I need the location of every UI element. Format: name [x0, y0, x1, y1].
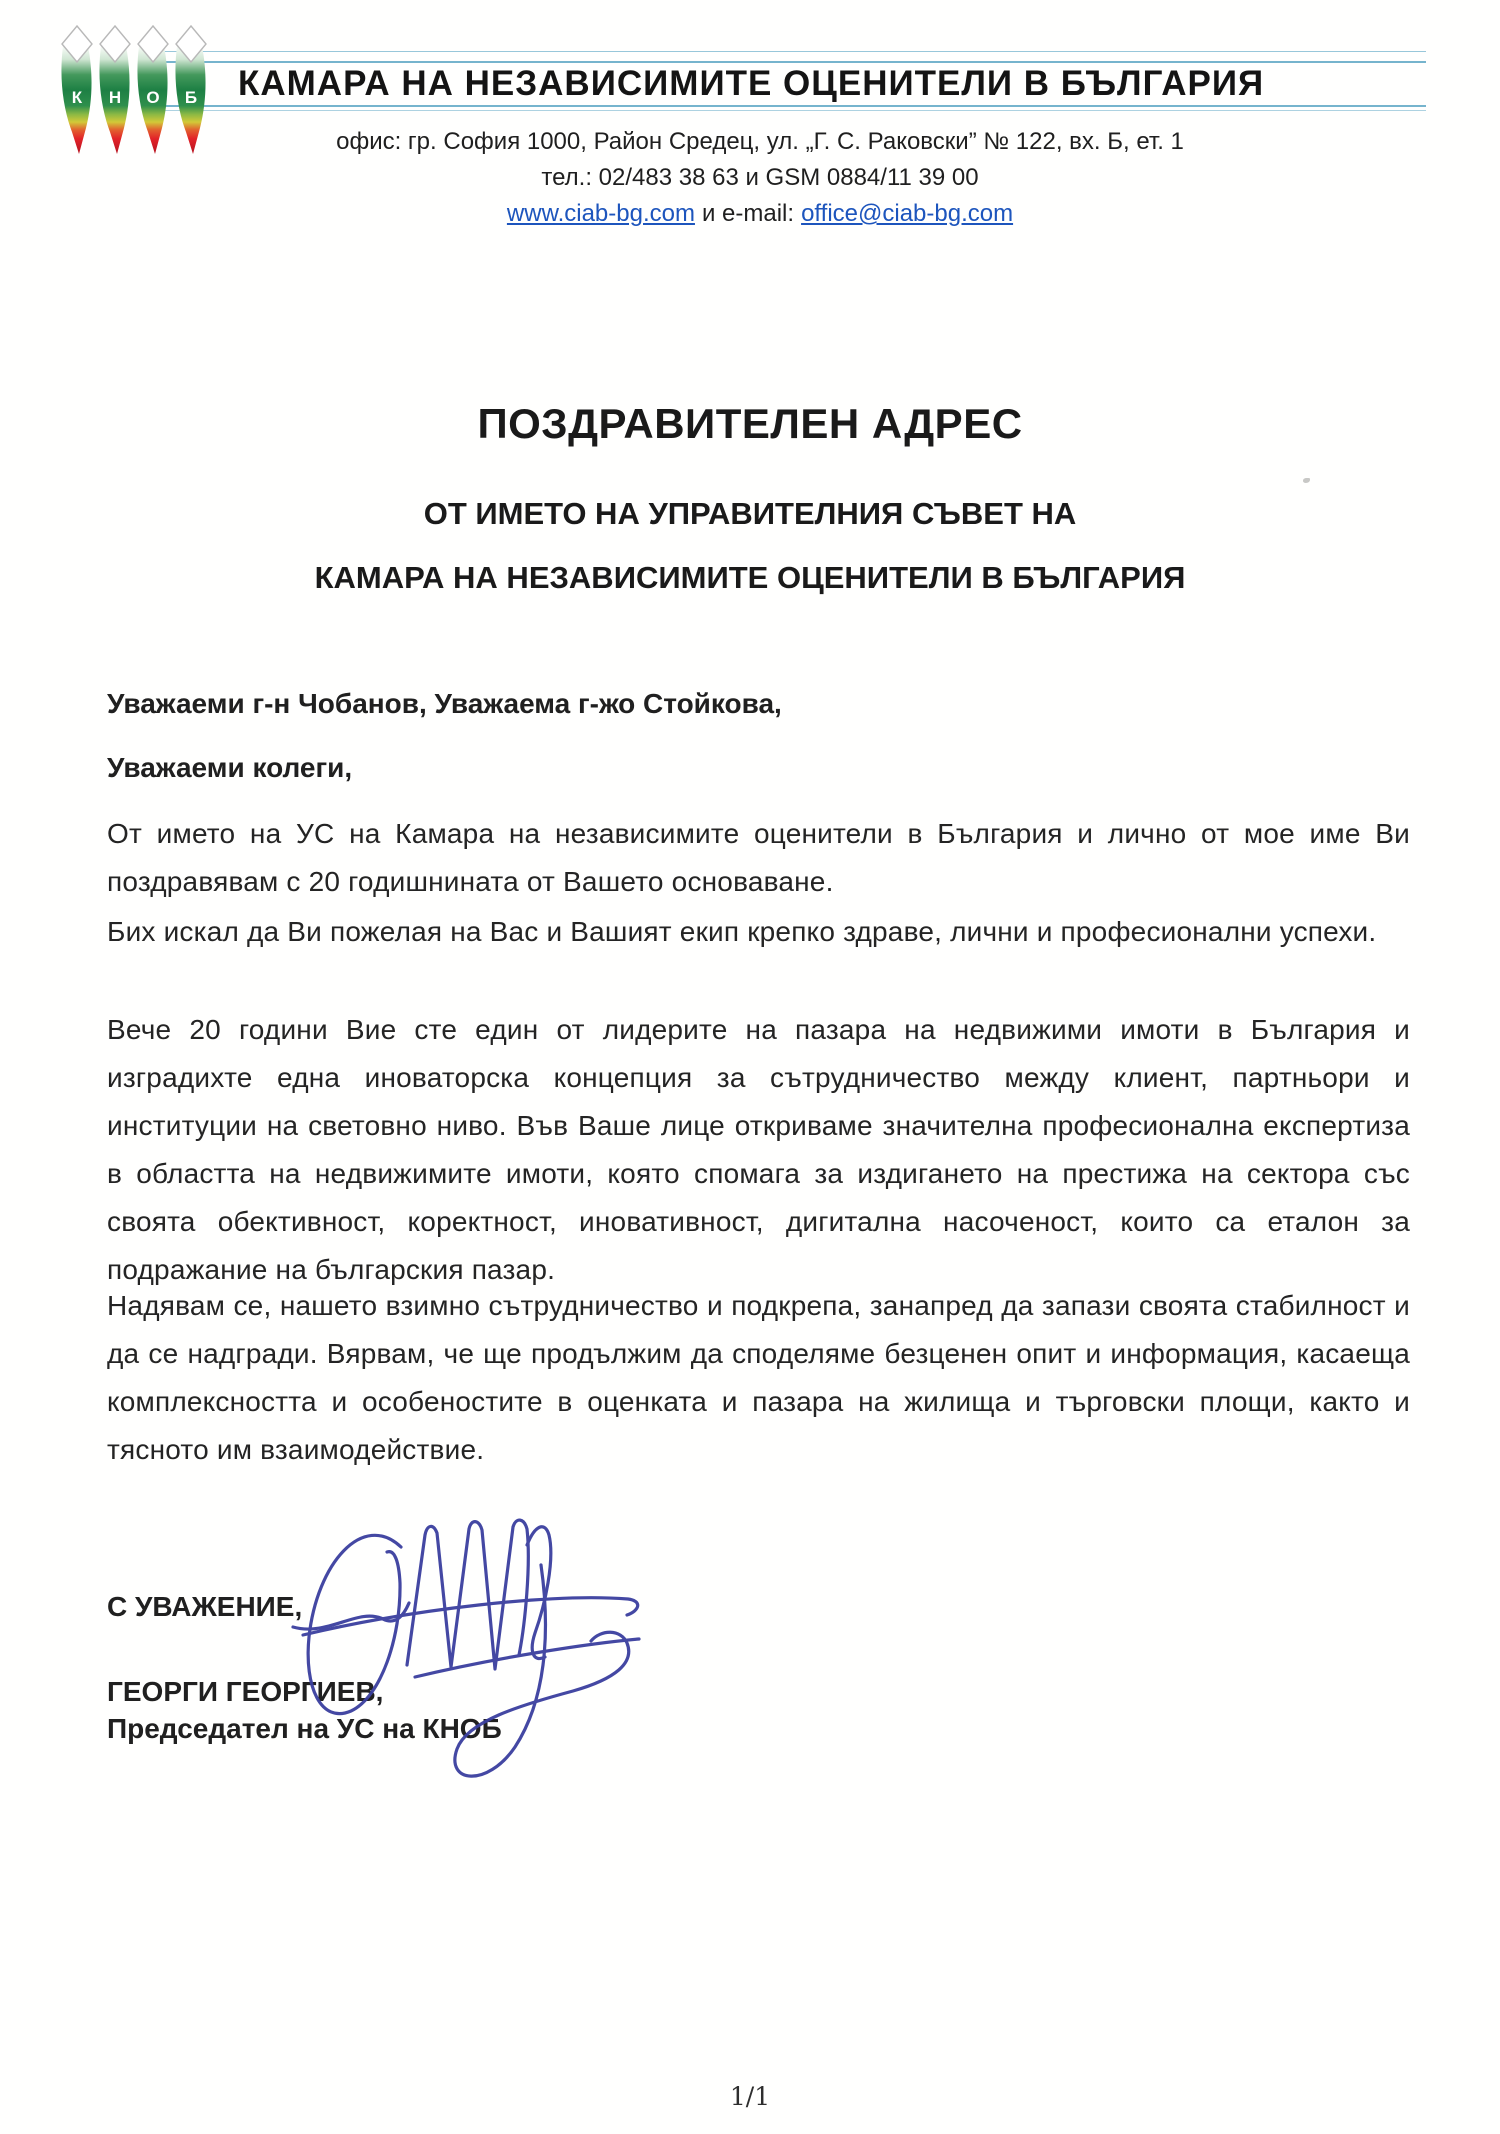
logo-ribbon-3: [137, 26, 168, 154]
logo-letter-n: Н: [108, 88, 122, 107]
phone-line: тел.: 02/483 38 63 и GSM 0884/11 39 00: [541, 164, 979, 191]
signer-name: ГЕОРГИ ГЕОРГИЕВ,: [107, 1676, 384, 1707]
email-link[interactable]: office@ciab-bg.com: [801, 200, 1014, 227]
website-link[interactable]: www.ciab-bg.com: [506, 200, 695, 227]
knob-logo: [60, 22, 218, 167]
logo-ribbon-4: [175, 26, 206, 154]
paragraph-wishes: Бих искал да Ви пожелая на Вас и Вашият екип крепко здраве, лични и професионални успехи.: [107, 916, 1377, 947]
office-address-line: офис: гр. София 1000, Район Средец, ул. „Г. С. Раковски” № 122, вх. Б, ет. 1: [336, 128, 1184, 155]
web-email-line: [300, 196, 1220, 232]
closing-phrase: С УВАЖЕНИЕ,: [107, 1591, 303, 1622]
handwritten-signature: [283, 1505, 658, 1805]
document-title: ПОЗДРАВИТЕЛЕН АДРЕС: [477, 400, 1023, 447]
letterhead-contact-block: [300, 124, 1220, 232]
header-rule-top-1: [148, 51, 1426, 52]
header-rule-bottom-2: [148, 110, 1426, 111]
org-name: КАМАРА НА НЕЗАВИСИМИТЕ ОЦЕНИТЕЛИ В БЪЛГАРИЯ: [238, 64, 1265, 103]
paragraph-achievements: Вече 20 години Вие сте един от лидерите на пазара на недвижими имоти в България и изградихте една иноваторска концепция за сътрудничество между клиент, партньори и институции на световно ниво. Във Ваше лице откриваме значителна професионална експертиза в областта на недвижимите имоти, която спомага за издигането на престижа на сектора със своята обективност, коректност, иновативност, дигитална насоченост, които са еталон за подражание на българския пазар.: [107, 1014, 1410, 1285]
logo-ribbon-1: [61, 26, 92, 154]
logo-ribbon-2: [99, 26, 130, 154]
link-separator-text: и e-mail:: [701, 200, 795, 227]
page-number: 1/1: [729, 2082, 771, 2111]
signer-role: Председател на УС на КНОБ: [107, 1713, 502, 1744]
paragraph-cooperation: Надявам се, нашето взимно сътрудничество и подкрепа, занапред да запази своята стабилност и да се надгради. Вярвам, че ще продължим да споделяме безценен опит и информация, касаеща комплексността и особеностите в оценката и пазара на жилища и търговски площи, както и тясното им взаимодействие.: [107, 1290, 1410, 1465]
paragraph-congratulation: От името на УС на Камара на независимите оценители в България и лично от мое име Ви поздравявам с 20 годишнината от Вашето основаване.: [107, 818, 1410, 897]
logo-letter-b: Б: [184, 88, 198, 107]
salutation-colleagues: Уважаеми колеги,: [107, 752, 353, 783]
logo-letter-k: К: [71, 88, 83, 107]
header-rule-bottom-1: [148, 105, 1426, 107]
header-rule-top-2: [148, 61, 1426, 63]
salutation-addressees: Уважаеми г-н Чобанов, Уважаема г-жо Стойкова,: [107, 688, 782, 719]
document-subtitle-2: КАМАРА НА НЕЗАВИСИМИТЕ ОЦЕНИТЕЛИ В БЪЛГАРИЯ: [314, 560, 1186, 595]
logo-letter-o: О: [146, 88, 160, 107]
document-subtitle-1: ОТ ИМЕТО НА УПРАВИТЕЛНИЯ СЪВЕТ НА: [423, 496, 1077, 531]
scan-artifact: [1303, 478, 1310, 483]
